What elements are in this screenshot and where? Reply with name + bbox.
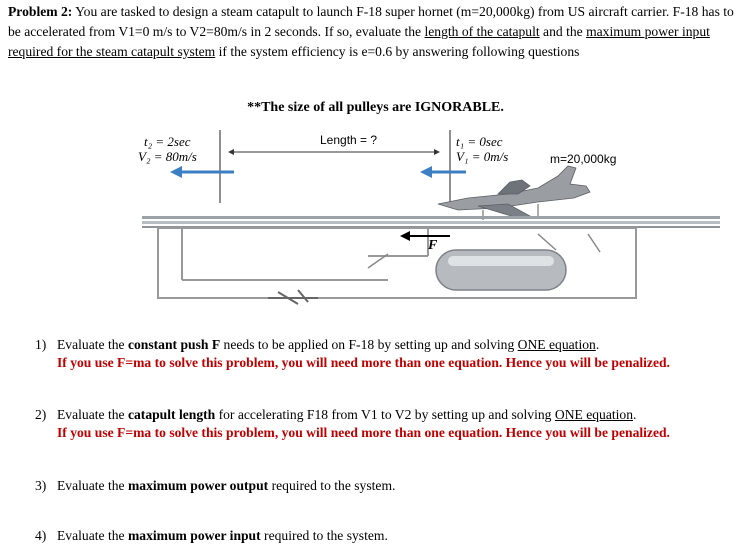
length-arrow-head-left xyxy=(228,149,234,155)
problem-statement xyxy=(8,2,746,62)
question-1-number: 1) xyxy=(35,337,47,352)
mass-label: m=20,000kg xyxy=(550,152,617,166)
question-4-post: required to the system. xyxy=(260,528,388,543)
question-1-end: . xyxy=(595,337,600,352)
question-4-number: 4) xyxy=(35,528,47,543)
problem-label: Problem 2: xyxy=(8,4,73,19)
pulley-note: **The size of all pulleys are IGNORABLE. xyxy=(247,100,504,115)
problem-text-1: You are tasked to design a steam catapult to launch F-18 super hornet (m=20,000kg) from US aircraft carrier. F-18 has to be accelerated from V1=0 m/s to V2=80m/s in 2 seconds. If so, evaluate the xyxy=(8,4,734,39)
question-1-warning: If you use F=ma to solve this problem, you will need more than one equation. Hence you will be penalized. xyxy=(57,355,670,370)
problem-link-length: length of the catapult xyxy=(424,24,540,39)
v1-label: V₁ = 0m/s xyxy=(456,149,509,164)
t1-label: t₁ = 0sec xyxy=(456,134,503,149)
question-2-end: . xyxy=(633,407,637,422)
deck-rail-mid xyxy=(142,221,720,224)
force-label: F xyxy=(428,238,438,253)
t2-label: t₂ = 2sec xyxy=(144,134,191,149)
v1-arrow-head xyxy=(420,166,432,178)
question-2-warning: If you use F=ma to solve this problem, you will need more than one equation. Hence you will be penalized. xyxy=(57,425,670,440)
problem-text-3: if the system efficiency is e=0.6 by answering following questions xyxy=(215,44,580,59)
question-4-bold: maximum power input xyxy=(127,528,261,543)
length-label: Length = ? xyxy=(320,133,378,147)
problem-text-2: and the xyxy=(539,24,587,39)
question-1-underline: ONE equation xyxy=(517,337,596,352)
force-arrow-head xyxy=(400,231,410,241)
deck-rail-top xyxy=(142,216,720,219)
question-1-post: needs to be applied on F-18 by setting up and solving xyxy=(220,337,518,352)
question-4-pre: Evaluate the xyxy=(57,528,128,543)
question-2-bold: catapult length xyxy=(127,407,216,422)
question-3-bold: maximum power output xyxy=(127,478,269,493)
catapult-diagram xyxy=(138,128,728,318)
question-2 xyxy=(35,406,747,442)
valve-icon xyxy=(268,290,318,304)
length-arrow-head-right xyxy=(434,149,440,155)
question-3-pre: Evaluate the xyxy=(57,478,128,493)
question-1-bold: constant push F xyxy=(127,337,221,352)
catapult-figure xyxy=(138,128,728,318)
question-2-number: 2) xyxy=(35,407,47,422)
steam-cylinder-highlight xyxy=(448,256,554,266)
question-1 xyxy=(35,336,747,372)
question-3 xyxy=(35,477,747,495)
v2-label: V₂ = 80m/s xyxy=(138,149,197,164)
question-4 xyxy=(35,527,747,545)
question-2-underline: ONE equation xyxy=(554,407,634,422)
question-2-post: for accelerating F18 from V1 to V2 by setting up and solving xyxy=(215,407,555,422)
question-3-post: required to the system. xyxy=(268,478,396,493)
f18-jet-icon xyxy=(438,166,590,220)
problem-link-power: maximum power input required for the steam catapult system xyxy=(8,24,710,59)
question-2-pre: Evaluate the xyxy=(57,407,128,422)
question-1-pre: Evaluate the xyxy=(57,337,128,352)
v2-arrow-head xyxy=(170,166,182,178)
question-3-number: 3) xyxy=(35,478,47,493)
